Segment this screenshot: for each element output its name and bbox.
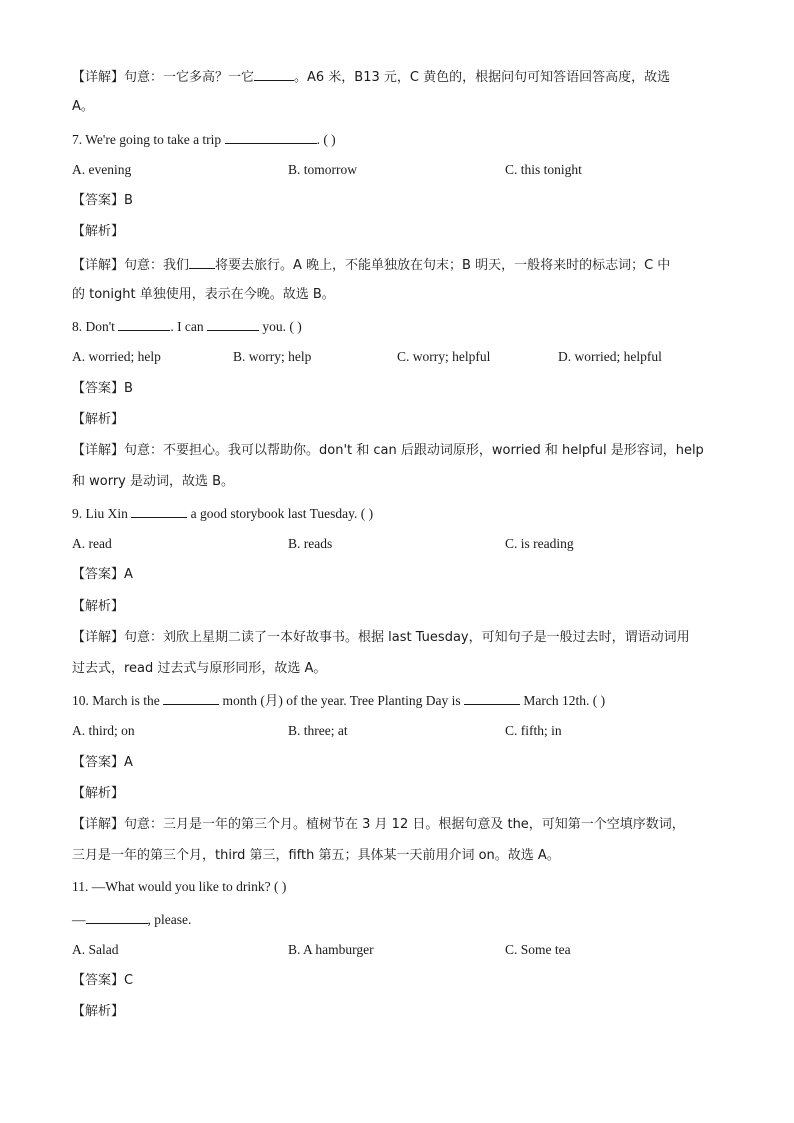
q8-explain-line1: 【详解】句意：不要担心。我可以帮助你。don't 和 can 后跟动词原形，worried 和 helpful 是形容词，help bbox=[72, 443, 704, 458]
blank bbox=[207, 317, 259, 331]
question-10-stem: 10. March is the month (月) of the year. Tree Planting Day is March 12th. ( ) bbox=[72, 693, 606, 708]
q10-option-c: C. fifth; in bbox=[505, 723, 562, 738]
q6-explain-line2: A。 bbox=[72, 99, 94, 114]
q7-option-b: B. tomorrow bbox=[288, 162, 357, 177]
q9-option-c: C. is reading bbox=[505, 536, 574, 551]
q11-answer: 【答案】C bbox=[72, 973, 134, 988]
q7-analysis-label: 【解析】 bbox=[72, 224, 125, 239]
q9-explain-line2: 过去式，read 过去式与原形同形，故选 A。 bbox=[72, 661, 327, 676]
q11-analysis-label: 【解析】 bbox=[72, 1004, 125, 1019]
q6-explain-line1: 【详解】句意：一它多高？一它 。A6 米，B13 元，C 黄色的，根据问句可知答语回答高度，故选 bbox=[72, 67, 670, 87]
question-7-stem: 7. We're going to take a trip . ( ) bbox=[72, 132, 336, 147]
question-11-stem: 11. —What would you like to drink? ( ) bbox=[72, 879, 287, 894]
q10-option-a: A. third; on bbox=[72, 723, 135, 738]
q10-explain-line1: 【详解】句意：三月是一年的第三个月。植树节在 3 月 12 日。根据句意及 the，可知第一个空填序数词， bbox=[72, 817, 685, 832]
q9-option-a: A. read bbox=[72, 536, 112, 551]
q7-option-c: C. this tonight bbox=[505, 162, 582, 177]
q11-option-b: B. A hamburger bbox=[288, 942, 374, 957]
q9-answer: 【答案】A bbox=[72, 567, 133, 582]
q7-explain-line1: 【详解】句意：我们 将要去旅行。A 晚上，不能单独放在句末；B 明天，一般将来时的标志词；C 中 bbox=[72, 255, 670, 275]
q10-option-b: B. three; at bbox=[288, 723, 348, 738]
q8-option-c: C. worry; helpful bbox=[397, 349, 491, 364]
q9-analysis-label: 【解析】 bbox=[72, 599, 125, 614]
q11-option-a: A. Salad bbox=[72, 942, 119, 957]
q8-option-b: B. worry; help bbox=[233, 349, 312, 364]
q9-option-b: B. reads bbox=[288, 536, 333, 551]
q10-analysis-label: 【解析】 bbox=[72, 786, 125, 801]
blank bbox=[464, 691, 520, 705]
q8-option-d: D. worried; helpful bbox=[558, 349, 662, 364]
blank bbox=[254, 67, 294, 81]
q7-explain-line2: 的 tonight 单独使用，表示在今晚。故选 B。 bbox=[72, 287, 335, 302]
blank bbox=[86, 910, 148, 924]
blank bbox=[225, 130, 317, 144]
blank bbox=[118, 317, 170, 331]
q11-option-c: C. Some tea bbox=[505, 942, 571, 957]
blank bbox=[189, 255, 215, 269]
question-9-stem: 9. Liu Xin a good storybook last Tuesday. ( ) bbox=[72, 506, 374, 521]
q10-explain-line2: 三月是一年的第三个月，third 第三，fifth 第五；具体某一天前用介词 on。故选 A。 bbox=[72, 848, 560, 863]
question-11-reply: — , please. bbox=[72, 912, 192, 927]
blank bbox=[163, 691, 219, 705]
q9-explain-line1: 【详解】句意：刘欣上星期二读了一本好故事书。根据 last Tuesday，可知句子是一般过去时，谓语动词用 bbox=[72, 630, 690, 645]
q7-answer: 【答案】B bbox=[72, 193, 133, 208]
q8-answer: 【答案】B bbox=[72, 381, 133, 396]
question-8-stem: 8. Don't . I can you. ( ) bbox=[72, 319, 302, 334]
q8-analysis-label: 【解析】 bbox=[72, 412, 125, 427]
q8-option-a: A. worried; help bbox=[72, 349, 161, 364]
blank bbox=[131, 504, 187, 518]
q8-explain-line2: 和 worry 是动词，故选 B。 bbox=[72, 474, 235, 489]
q10-answer: 【答案】A bbox=[72, 755, 133, 770]
q7-option-a: A. evening bbox=[72, 162, 132, 177]
